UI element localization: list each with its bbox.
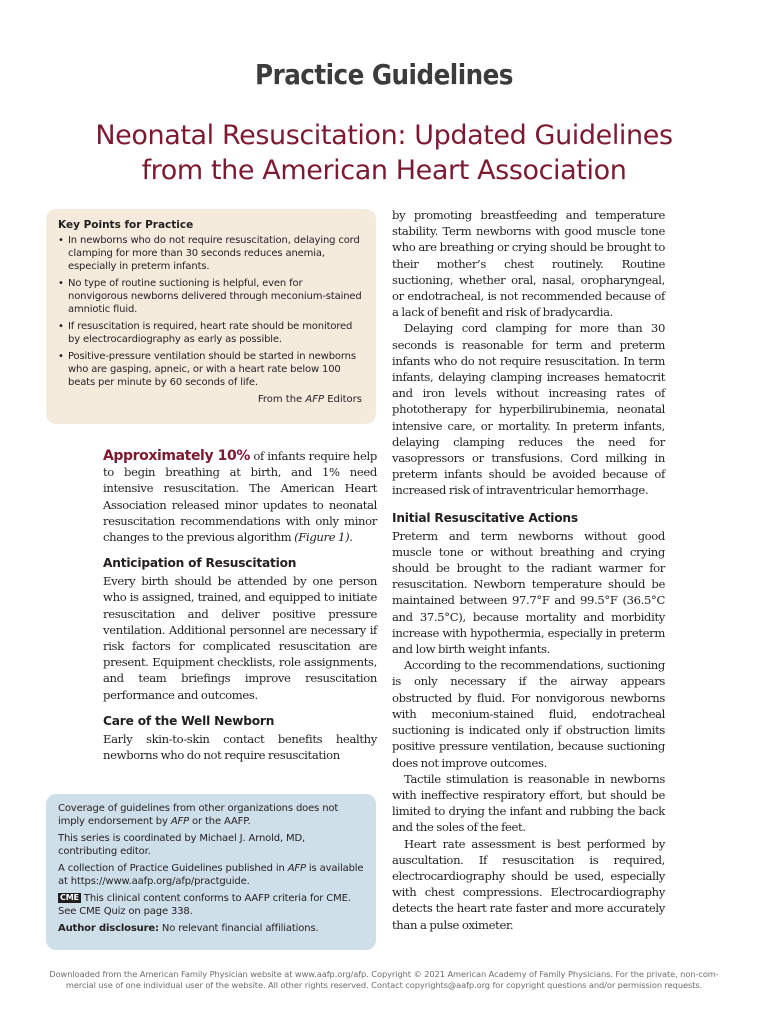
paragraph-cord-clamping: Delaying cord clamping for more than 30 seconds is reasonable for term and preterm infants who do not require resuscitation. In term infants, delaying clamping increases hematocrit and iron levels without increasing rates of phototherapy for hyperbilirubinemia, neonatal intensive care, or mortality. In preterm infants, delaying clamping reduces the need for vasopressors or transfusions. Cord milking in preterm infants should be avoided because of increased risk of intraventricular hemorrhage.	[392, 321, 665, 498]
key-point-item: • If resuscitation is required, heart rate should be monitored by electrocardiography as early as possible.	[58, 320, 364, 346]
key-point-item: • No type of routine suctioning is helpful, even for nonvigorous newborns delivered through meconium-stained amniotic fluid.	[58, 277, 364, 316]
disclosure-note	[58, 922, 364, 935]
credit-journal: AFP	[305, 394, 324, 405]
paragraph-suctioning: According to the recommendations, suctioning is only necessary if the airway appears obstructed by fluid. For nonvigorous newborns with meconium-stained fluid, endotracheal suctioning is indicated only if obstruction limits positive pressure ventilation, because suctioning does not improve outcomes.	[392, 658, 665, 770]
paragraph-tactile: Tactile stimulation is reasonable in newborns with ineffective respiratory effort, but should be limited to drying the infant and rubbing the back and the soles of the feet.	[392, 771, 665, 835]
footer-line-1: Downloaded from the American Family Physician website at www.aafp.org/afp. Copyright © 2021 American Academy of Family Physicians. For the private, non-com-	[49, 969, 719, 979]
collection-note	[58, 862, 364, 888]
figure-reference: (Figure 1)	[294, 530, 350, 545]
key-points-list	[58, 234, 364, 389]
article-title-line-2: from the American Heart Association	[141, 155, 627, 186]
paragraph-heart-rate: Heart rate assessment is best performed by auscultation. If resuscitation is required, electrocardiography should be used, especially with chest compressions. Electrocardiography detects the heart rate faster and more accurately than a pulse oximeter.	[392, 836, 665, 932]
paragraph-well-newborn: Early skin-to-skin contact benefits healthy newborns who do not require resuscitation	[103, 731, 377, 763]
intro-paragraph	[103, 448, 377, 545]
credit-prefix: From the	[257, 394, 303, 405]
heading-anticipation: Anticipation of Resuscitation	[103, 556, 297, 571]
paragraph-well-newborn-continued: by promoting breastfeeding and temperature stability. Term newborns with good muscle tone who are breathing or crying should be brought to their mother’s chest routinely. Routine suctioning, whether oral, nasal, oropharyngeal, or endotracheal, is not recommended because of a lack of benefit and risk of bradycardia.	[392, 208, 665, 320]
series-info-box	[46, 794, 376, 950]
heading-initial-actions: Initial Resuscitative Actions	[392, 510, 578, 525]
right-column	[392, 207, 665, 933]
article-title	[30, 118, 738, 188]
cme-text: This clinical content conforms to AAFP criteria for CME. See CME Quiz on page 338.	[58, 893, 351, 917]
key-points-title: Key Points for Practice	[58, 219, 194, 231]
paragraph-initial-actions: Preterm and term newborns without good muscle tone or without breathing and crying should be brought to the radiant warmer for resuscitation. Newborn temperature should be maintained between 97.7°F and 99.5°F (36.5°C and 37.5°C), because mortality and morbidity increase with hypothermia, especially in preterm and low birth weight infants.	[392, 528, 665, 657]
collection-pre: A collection of Practice Guidelines published in	[58, 863, 285, 874]
coverage-pre: Coverage of guidelines from other organizations does not imply endorsement by	[58, 803, 339, 827]
intro-end: .	[349, 530, 353, 545]
copyright-footer	[34, 969, 734, 991]
footer-line-2: mercial use of one individual user of the website. All other rights reserved. Contact copyrights@aafp.org for copyright questions and/or permission requests.	[65, 980, 703, 990]
paragraph-anticipation: Every birth should be attended by one person who is assigned, trained, and equipped to initiate resuscitation and deliver positive pressure ventilation. Additional personnel are necessary if risk factors for complicated resuscitation are present. Equipment checklists, role assignments, and team briefings improve resuscitation performance and outcomes.	[103, 574, 377, 702]
disclosure-label: Author disclosure:	[58, 923, 159, 934]
key-point-item: • In newborns who do not require resuscitation, delaying cord clamping for more than 30 seconds reduces anemia, especially in preterm infants.	[58, 234, 364, 273]
key-points-credit	[58, 393, 364, 406]
page-title: Practice Guidelines	[255, 58, 513, 91]
heading-well-newborn: Care of the Well Newborn	[103, 713, 275, 728]
key-points-box	[46, 209, 376, 424]
article-title-line-1: Neonatal Resuscitation: Updated Guidelines	[95, 120, 673, 151]
collection-post: is available at https://www.aafp.org/afp/practguide.	[58, 863, 364, 887]
key-point-item: • Positive-pressure ventilation should be started in newborns who are gasping, apneic, or with a heart rate below 100 beats per minute by 60 seconds of life.	[58, 350, 364, 389]
credit-suffix: Editors	[327, 394, 362, 405]
coverage-post: or the AAFP.	[192, 816, 251, 827]
intro-text: of infants require help to begin breathing at birth, and 1% need intensive resuscitation. The American Heart Association released minor updates to neonatal resuscitation recommendations with only minor changes to the previous algorithm	[103, 449, 377, 545]
collection-journal: AFP	[287, 863, 306, 874]
coverage-note	[58, 802, 364, 828]
intro-lead-in: Approximately 10%	[103, 448, 250, 464]
coordinator-note: This series is coordinated by Michael J. Arnold, MD, contributing editor.	[58, 833, 306, 857]
left-column	[103, 448, 377, 763]
cme-note	[58, 892, 364, 918]
disclosure-text: No relevant financial affiliations.	[161, 923, 319, 934]
coverage-journal: AFP	[170, 816, 189, 827]
cme-badge: CME	[60, 893, 79, 902]
